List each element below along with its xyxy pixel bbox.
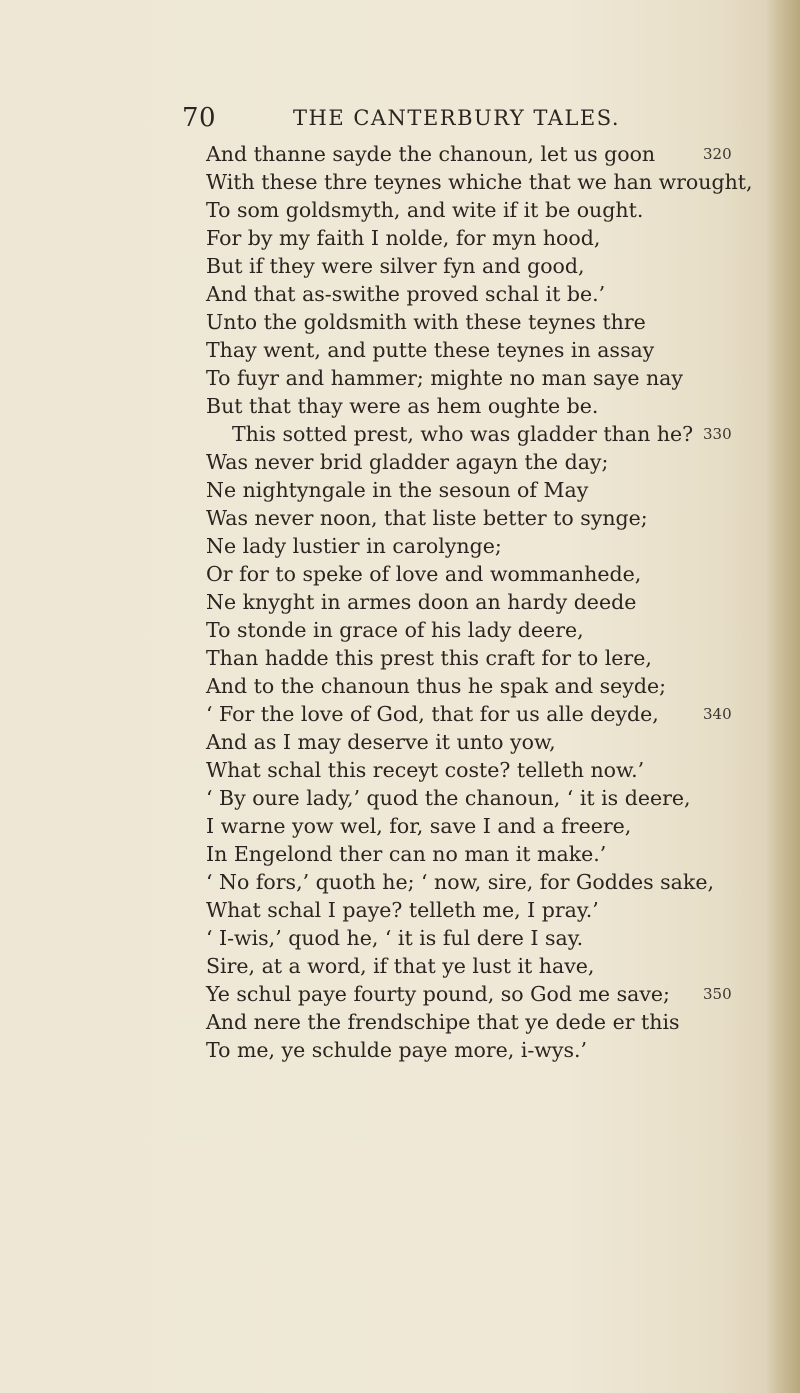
verse-line: ‘ For the love of God, that for us alle deyde, — [206, 702, 659, 726]
verse-line: And thanne sayde the chanoun, let us goon — [206, 142, 656, 166]
verse-line: Ne nightyngale in the sesoun of May — [206, 478, 589, 502]
verse-line: What schal this receyt coste? telleth now.’ — [206, 758, 645, 782]
verse-line: ‘ By oure lady,’ quod the chanoun, ‘ it is deere, — [206, 786, 691, 810]
verse-line: And nere the frendschipe that ye dede er this — [206, 1010, 680, 1034]
verse-line: Was never noon, that liste better to synge; — [206, 506, 648, 530]
verse-line: ‘ I-wis,’ quod he, ‘ it is ful dere I say. — [206, 926, 584, 950]
verse-line: For by my faith I nolde, for myn hood, — [206, 226, 601, 250]
verse-line: Ne lady lustier in carolynge; — [206, 534, 502, 558]
verse-line: To stonde in grace of his lady deere, — [206, 618, 584, 642]
verse-line: Unto the goldsmith with these teynes thre — [206, 310, 646, 334]
verse-line: Sire, at a word, if that ye lust it have, — [206, 954, 595, 978]
line-number: 340 — [703, 705, 732, 723]
page-header — [0, 103, 800, 143]
verse-line: And to the chanoun thus he spak and seyde; — [206, 674, 666, 698]
verse-line: To me, ye schulde paye more, i-wys.’ — [206, 1038, 587, 1062]
verse-line: Ye schul paye fourty pound, so God me save; — [206, 982, 670, 1006]
verse-line: And that as-swithe proved schal it be.’ — [206, 282, 606, 306]
line-number: 320 — [703, 145, 732, 163]
page-binding-edge — [766, 0, 800, 1393]
verse-line: Thay went, and putte these teynes in assay — [206, 338, 655, 362]
page-number: 70 — [182, 103, 217, 133]
verse-line: To som goldsmyth, and wite if it be ought. — [206, 198, 644, 222]
verse-line: I warne yow wel, for, save I and a freere, — [206, 814, 632, 838]
verse-line: Or for to speke of love and wommanhede, — [206, 562, 642, 586]
running-title: THE CANTERBURY TALES. — [293, 106, 621, 130]
verse-line: With these thre teynes whiche that we han wrought, — [206, 170, 753, 194]
verse-line: To fuyr and hammer; mighte no man saye nay — [206, 366, 683, 390]
line-number: 350 — [703, 985, 732, 1003]
verse-line: In Engelond ther can no man it make.’ — [206, 842, 607, 866]
verse-line: Than hadde this prest this craft for to lere, — [206, 646, 652, 670]
verse-line: And as I may deserve it unto yow, — [206, 730, 556, 754]
verse-line: What schal I paye? telleth me, I pray.’ — [206, 898, 599, 922]
verse-line: Was never brid gladder agayn the day; — [206, 450, 609, 474]
verse-line: ‘ No fors,’ quoth he; ‘ now, sire, for Goddes sake, — [206, 870, 714, 894]
verse-line: This sotted prest, who was gladder than he? — [232, 422, 694, 446]
verse-line: But if they were silver fyn and good, — [206, 254, 585, 278]
verse-line: But that thay were as hem oughte be. — [206, 394, 599, 418]
verse-line: Ne knyght in armes doon an hardy deede — [206, 590, 637, 614]
line-number: 330 — [703, 425, 732, 443]
